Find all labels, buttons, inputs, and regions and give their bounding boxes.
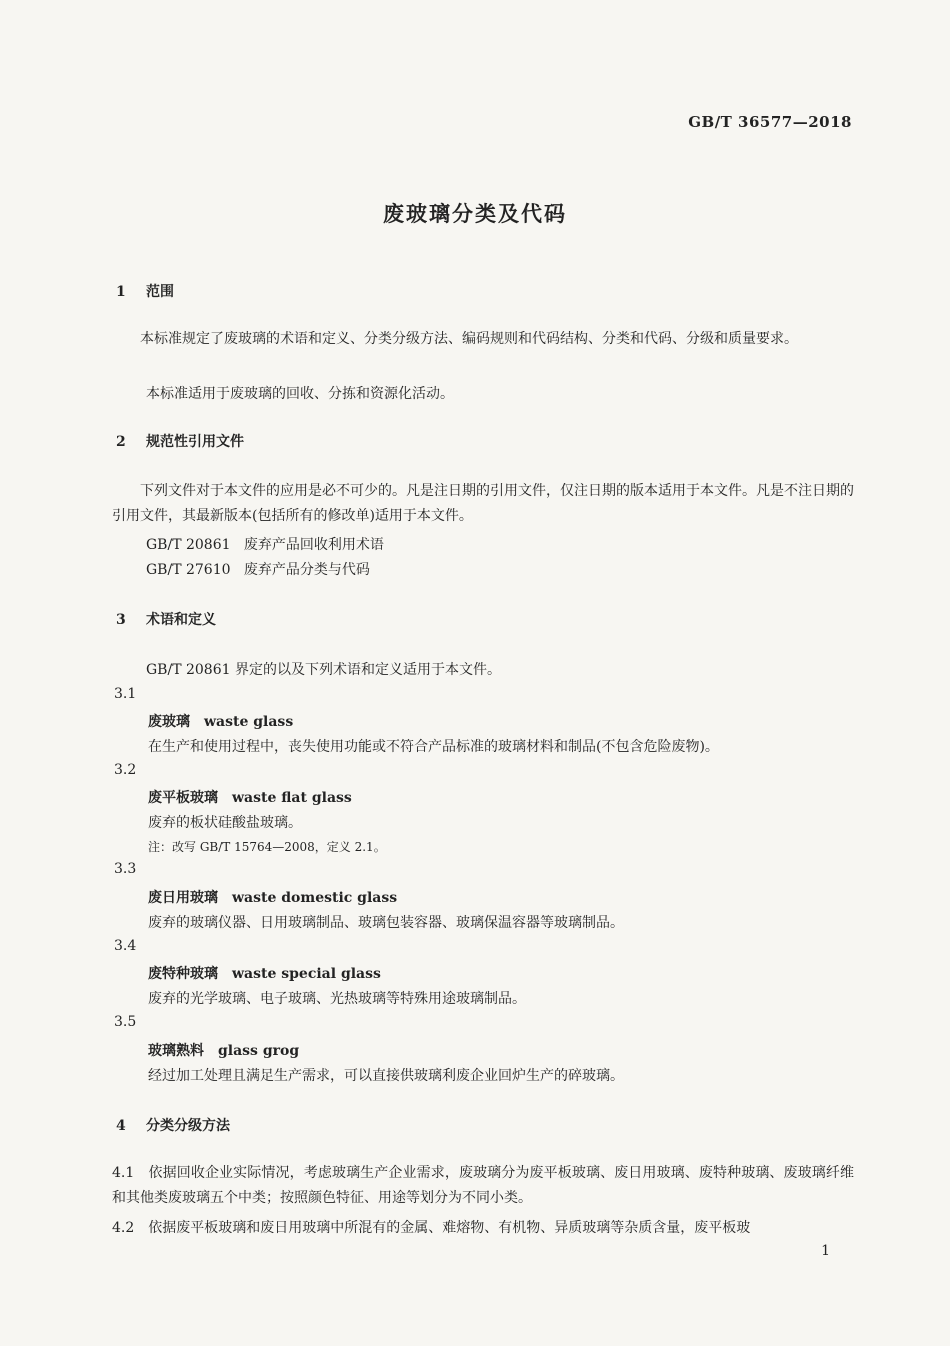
page-number: 1: [821, 1243, 830, 1259]
classification-paragraph-4-1: 4.1 依据回收企业实际情况，考虑玻璃生产企业需求，废玻璃分为废平板玻璃、废日用玻璃、废特种玻璃、废玻璃纤维和其他类废玻璃五个中类；按照颜色特征、用途等划分为不同小类。: [112, 1165, 854, 1206]
section-number: 3: [116, 612, 126, 628]
reference-code: GB/T 27610: [146, 562, 231, 578]
section-title: 规范性引用文件: [146, 434, 244, 450]
term-en: waste domestic glass: [232, 890, 398, 906]
term-number: 3.5: [114, 1014, 137, 1030]
term-definition: 经过加工处理且满足生产需求，可以直接供玻璃利废企业回炉生产的碎玻璃。: [148, 1068, 624, 1084]
term-zh: 废平板玻璃: [148, 790, 218, 806]
section-number: 2: [116, 434, 126, 450]
terms-intro: GB/T 20861 界定的以及下列术语和定义适用于本文件。: [146, 662, 501, 678]
term-zh: 玻璃熟料: [148, 1043, 204, 1059]
section-number: 1: [116, 284, 126, 300]
term-number: 3.4: [114, 938, 137, 954]
section-title: 范围: [146, 284, 174, 300]
scope-paragraph-2: 本标准适用于废玻璃的回收、分拣和资源化活动。: [146, 386, 454, 402]
reference-title: 废弃产品回收利用术语: [243, 537, 384, 553]
term-heading: [148, 887, 397, 907]
reference-title: 废弃产品分类与代码: [243, 562, 370, 578]
term-number: 3.3: [114, 861, 137, 877]
term-zh: 废特种玻璃: [148, 966, 218, 982]
term-definition: 在生产和使用过程中，丧失使用功能或不符合产品标准的玻璃材料和制品(不包含危险废物)。: [148, 739, 719, 755]
section-title: 分类分级方法: [146, 1118, 230, 1134]
section-heading-scope: [116, 281, 174, 301]
term-en: glass grog: [218, 1043, 300, 1059]
term-en: waste flat glass: [232, 790, 352, 806]
term-definition: 废弃的光学玻璃、电子玻璃、光热玻璃等特殊用途玻璃制品。: [148, 991, 526, 1007]
term-zh: 废玻璃: [148, 714, 190, 730]
reference-code: GB/T 20861: [146, 537, 231, 553]
term-number: 3.2: [114, 762, 137, 778]
term-en: waste glass: [204, 714, 294, 730]
section-number: 4: [116, 1118, 126, 1134]
term-heading: [148, 711, 293, 731]
reference-item: [146, 534, 384, 554]
term-zh: 废日用玻璃: [148, 890, 218, 906]
references-intro: 下列文件对于本文件的应用是必不可少的。凡是注日期的引用文件，仅注日期的版本适用于本文件。凡是不注日期的引用文件，其最新版本(包括所有的修改单)适用于本文件。: [112, 483, 854, 524]
term-heading: [148, 787, 352, 807]
document-title: 废玻璃分类及代码: [383, 201, 567, 226]
term-note: 注：改写 GB/T 15764—2008，定义 2.1。: [148, 840, 386, 854]
term-en: waste special glass: [232, 966, 381, 982]
scope-paragraph-1: 本标准规定了废玻璃的术语和定义、分类分级方法、编码规则和代码结构、分类和代码、分级和质量要求。: [140, 331, 798, 347]
standard-code: GB/T 36577—2018: [688, 113, 852, 131]
term-definition: 废弃的玻璃仪器、日用玻璃制品、玻璃包装容器、玻璃保温容器等玻璃制品。: [148, 915, 624, 931]
reference-item: [146, 559, 370, 579]
section-heading-classification: [116, 1115, 230, 1135]
term-number: 3.1: [114, 686, 137, 702]
term-definition: 废弃的板状硅酸盐玻璃。: [148, 815, 302, 831]
classification-paragraph-4-2: 4.2 依据废平板玻璃和废日用玻璃中所混有的金属、难熔物、有机物、异质玻璃等杂质含量，废平板玻: [112, 1220, 751, 1236]
term-heading: [148, 963, 381, 983]
section-heading-terms: [116, 609, 216, 629]
section-title: 术语和定义: [146, 612, 216, 628]
term-heading: [148, 1040, 299, 1060]
section-heading-normative-references: [116, 431, 244, 451]
